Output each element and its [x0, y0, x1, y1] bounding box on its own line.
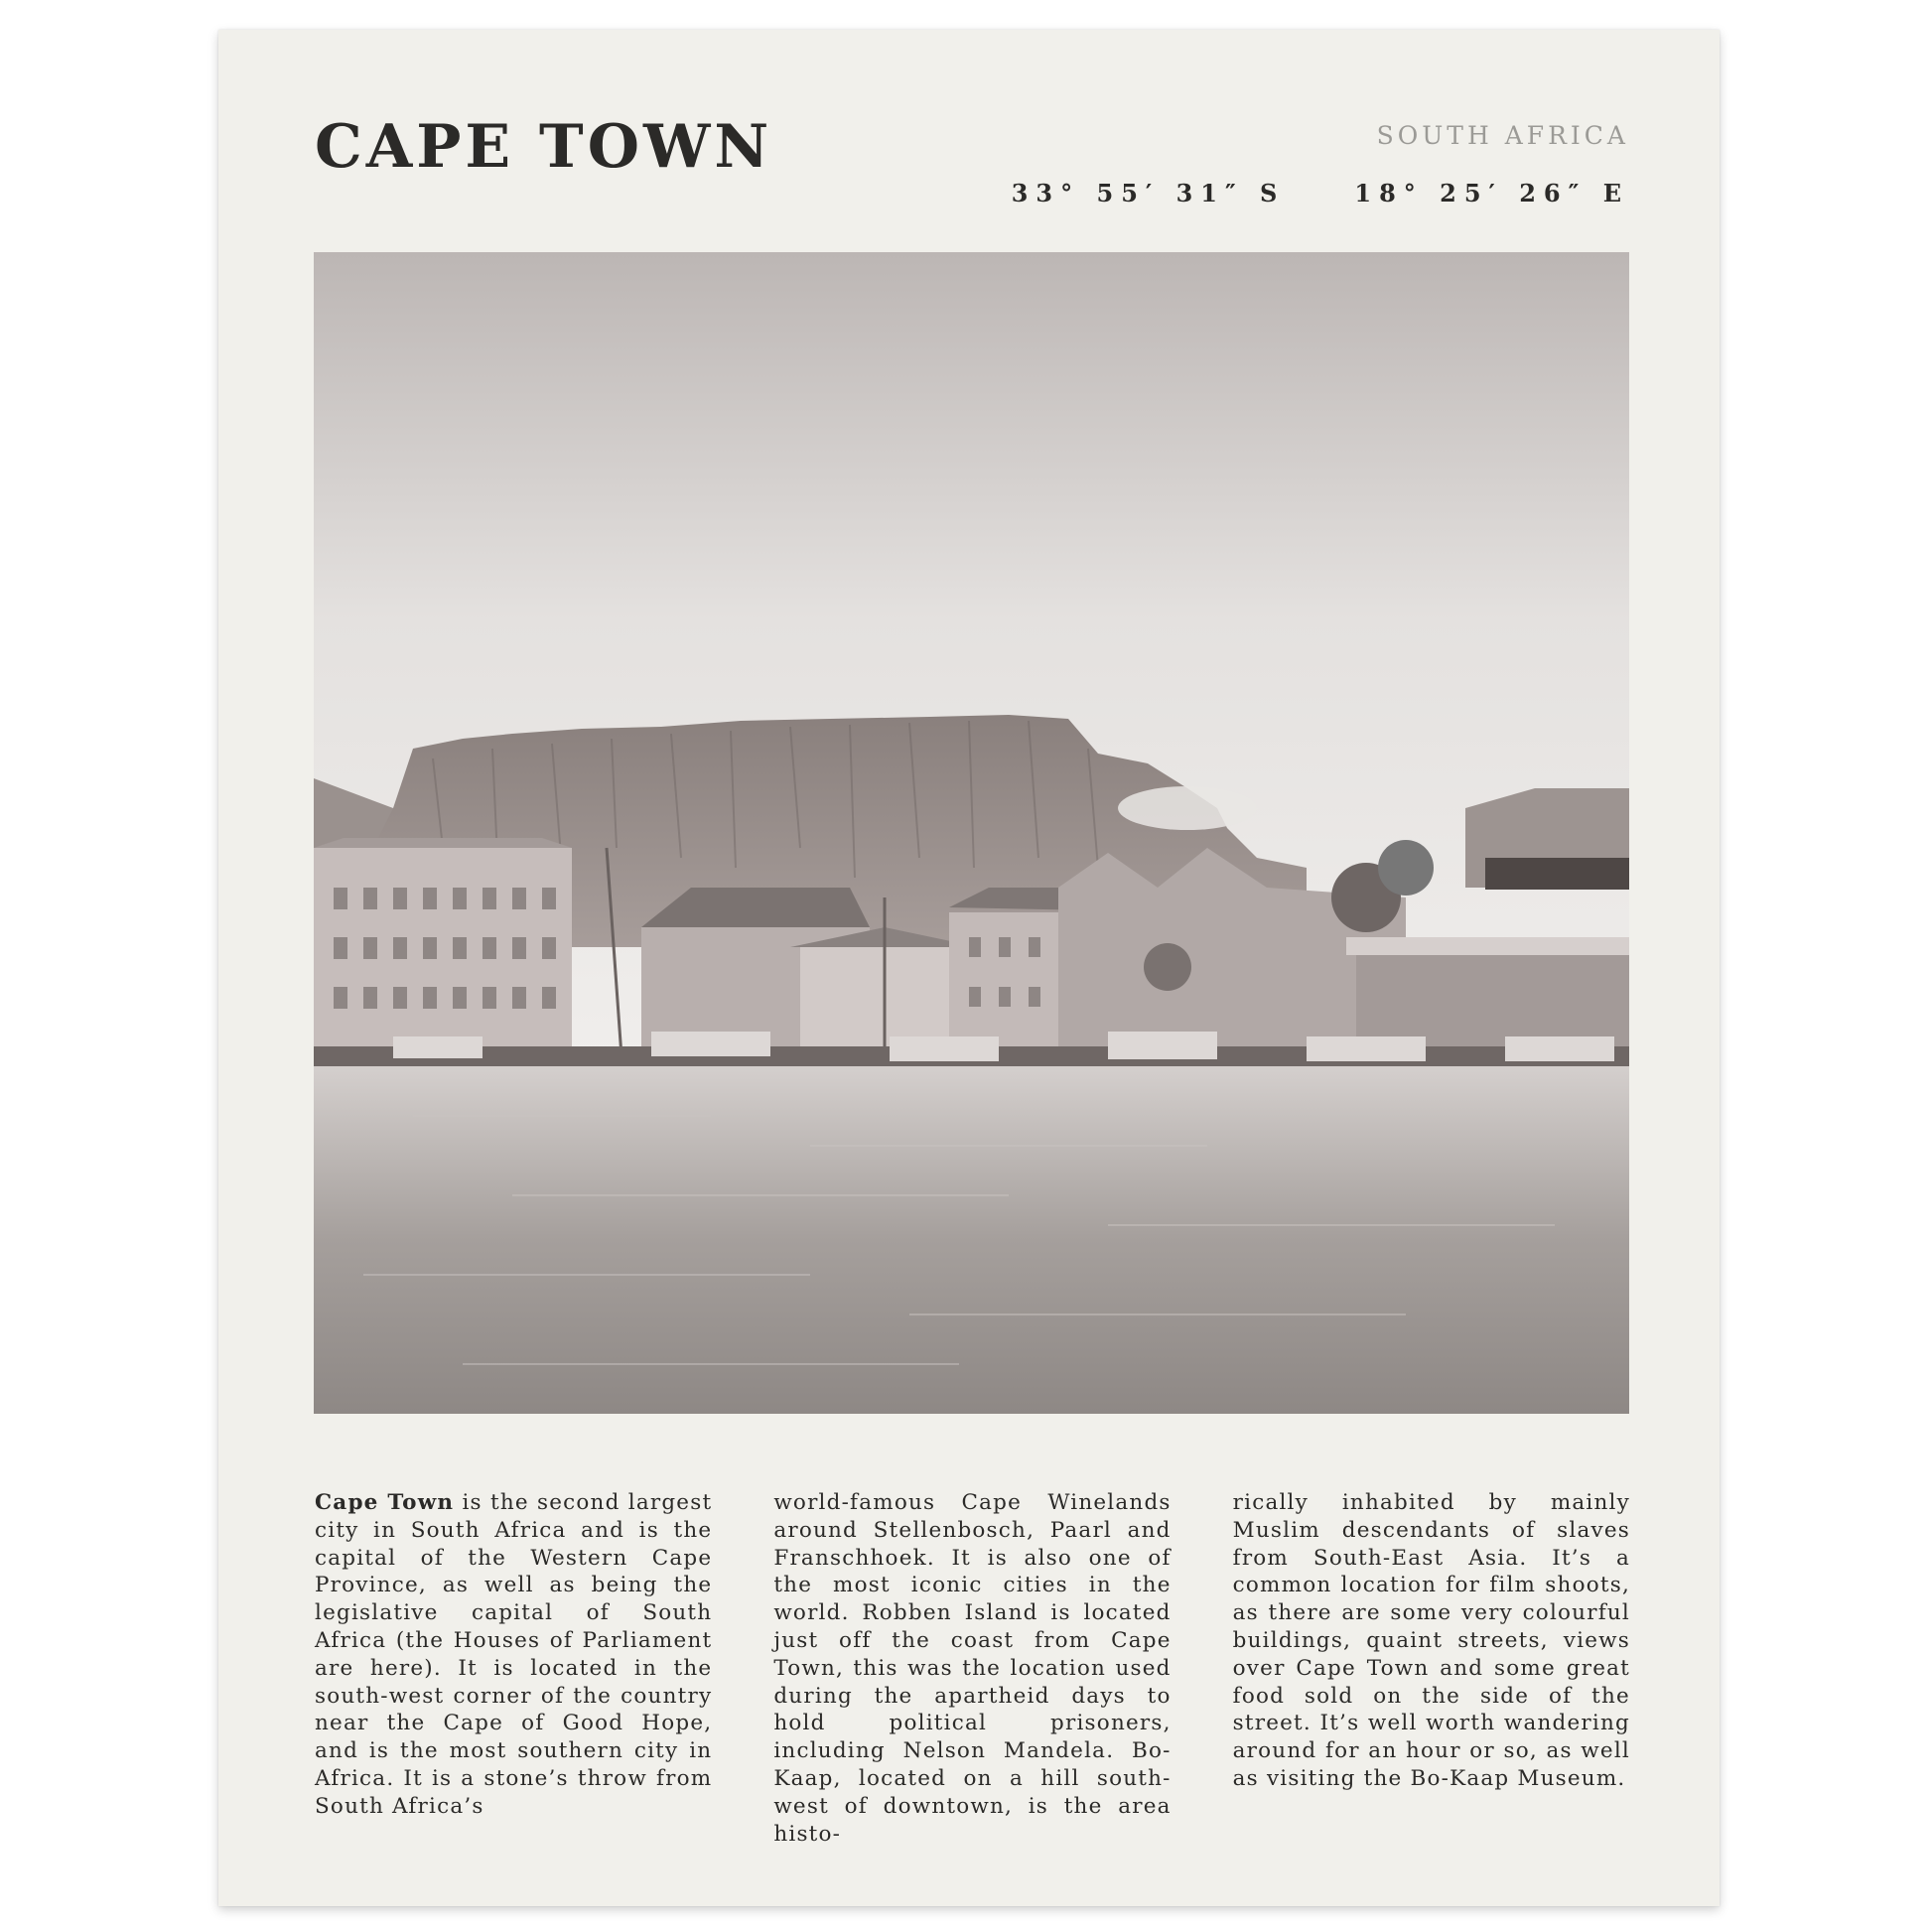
description-lead: Cape Town: [315, 1490, 455, 1515]
cloud: [1118, 786, 1257, 830]
building-left: [314, 848, 572, 1046]
longitude: 18° 25′ 26″ E: [1354, 179, 1629, 207]
poster: [218, 30, 1720, 1906]
country-label: SOUTH AFRICA: [1376, 121, 1629, 150]
water: [314, 1066, 1629, 1414]
description-column-3: rically inhabited by mainly Muslim descendants of slaves from South-East Asia. It’s a common location for film shoots, as there are some very colourful buildings, quaint streets, views over Cape Town and some great food sold on the side of the street. It’s well worth wandering around for an hour or so, as well as visiting the Bo-Kaap Museum.: [1232, 1490, 1630, 1791]
description-column-2: world-famous Cape Winelands around Stellenbosch, Paarl and Franschhoek. It is also one of the most iconic cities in the world. Robben Island is located just off the coast from Cape Town, this was the location used during the apartheid days to hold political prisoners, including Nelson Mandela. Bo-Kaap, located on a hill south-west of downtown, is the area histo-: [773, 1490, 1172, 1847]
description-column-1: [315, 1489, 712, 1827]
coordinates: [1012, 179, 1629, 207]
description: [315, 1489, 1630, 1847]
poster-title: CAPE TOWN: [315, 112, 773, 182]
description-column-1-text: is the second largest city in South Africa and is the capital of the Western Cape Province, as well as being the legislative capital of South Africa (the Houses of Parliament are here). It is located in the south-west corner of the country near the Cape of Good Hope, and is the most southern city in Africa. It is a stone’s throw from South Africa’s: [315, 1490, 713, 1819]
city-photo: [314, 252, 1629, 1414]
latitude: 33° 55′ 31″ S: [1011, 179, 1286, 207]
